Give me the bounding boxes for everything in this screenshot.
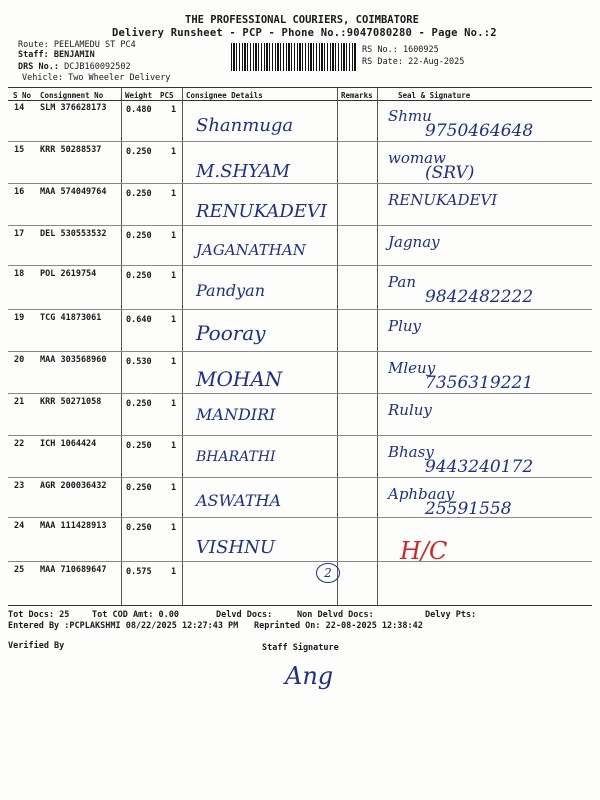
row-serial-no: 18	[14, 269, 25, 279]
row-serial-no: 19	[14, 313, 25, 323]
row-divider	[8, 435, 592, 436]
row-serial-no: 20	[14, 355, 25, 365]
route-line: Route: PEELAMEDU ST PC4	[18, 40, 136, 50]
row-consignee-signature: Shanmuga	[196, 115, 294, 136]
row-weight: 0.250	[126, 147, 152, 157]
col-header-seal: Seal & Signature	[398, 91, 471, 100]
row-weight: 0.480	[126, 105, 152, 115]
row-consignment-no: MAA 303568960	[40, 355, 107, 365]
row-weight: 0.250	[126, 271, 152, 281]
row-consignment-no: TCG 41873061	[40, 313, 102, 323]
table-bottom-rule	[8, 605, 592, 606]
row-seal-signature: Shmu	[388, 107, 432, 125]
row-pcs: 1	[171, 189, 177, 199]
row-handwritten-phone: 9750464648	[425, 121, 534, 141]
row-serial-no: 15	[14, 145, 25, 155]
table-top-rule	[8, 87, 592, 88]
table-header-rule	[8, 100, 592, 101]
row-pcs: 1	[171, 147, 177, 157]
circled-page-annotation: 2	[316, 563, 340, 583]
col-header-weight: Weight	[125, 91, 153, 100]
non-delivered-docs: Non Delvd Docs:	[297, 610, 374, 620]
row-pcs: 1	[171, 441, 177, 451]
row-weight: 0.250	[126, 441, 152, 451]
row-consignee-signature: VISHNU	[196, 537, 276, 558]
sheet-title: Delivery Runsheet - PCP - Phone No.:9047080280 - Page No.:2	[112, 27, 497, 39]
company-title: THE PROFESSIONAL COURIERS, COIMBATORE	[185, 14, 419, 26]
row-weight: 0.250	[126, 189, 152, 199]
row-consignee-signature: Pandyan	[196, 281, 266, 300]
total-cod-amount: Tot COD Amt: 0.00	[92, 610, 179, 620]
row-pcs: 1	[171, 105, 177, 115]
row-consignment-no: DEL 530553532	[40, 229, 107, 239]
row-pcs: 1	[171, 357, 177, 367]
row-seal-signature: Jagnay	[388, 233, 440, 251]
row-consignee-signature: JAGANATHAN	[196, 241, 306, 259]
row-handwritten-phone: 25591558	[425, 499, 512, 519]
row-weight: 0.250	[126, 483, 152, 493]
row-consignment-no: POL 2619754	[40, 269, 97, 279]
row-handwritten-phone: 7356319221	[425, 373, 534, 393]
col-header-consignee: Consignee Details	[186, 91, 263, 100]
row-weight: 0.640	[126, 315, 152, 325]
row-consignee-signature: M.SHYAM	[196, 161, 291, 182]
row-serial-no: 16	[14, 187, 25, 197]
row-serial-no: 14	[14, 103, 25, 113]
row-consignee-signature: Pooray	[196, 321, 266, 345]
row-consignment-no: SLM 376628173	[40, 103, 107, 113]
staff-handwritten-signature: Ang	[285, 662, 334, 690]
row-seal-signature: Ruluy	[388, 401, 432, 419]
col-divider	[377, 88, 378, 605]
vehicle-line: Vehicle: Two Wheeler Delivery	[22, 73, 171, 83]
row-consignee-signature: RENUKADEVI	[196, 201, 328, 222]
verified-by-label: Verified By	[8, 641, 65, 651]
row-consignee-signature: MANDIRI	[196, 405, 276, 424]
col-divider	[182, 88, 183, 605]
row-divider	[8, 393, 592, 394]
row-divider	[8, 351, 592, 352]
row-consignee-signature: ASWATHA	[196, 491, 282, 510]
row-divider	[8, 309, 592, 310]
row-pcs: 1	[171, 315, 177, 325]
staff-line: Staff: BENJAMIN	[18, 50, 95, 60]
col-divider	[337, 88, 338, 605]
row-serial-no: 25	[14, 565, 25, 575]
row-handwritten-phone: 9842482222	[425, 287, 534, 307]
row-seal-signature: Pluy	[388, 317, 422, 335]
row-seal-signature: Pan	[388, 273, 417, 291]
row-divider	[8, 183, 592, 184]
entered-by: Entered By :PCPLAKSHMI 08/22/2025 12:27:43 PM	[8, 621, 239, 631]
barcode	[231, 43, 357, 71]
row-consignment-no: MAA 111428913	[40, 521, 107, 531]
row-consignment-no: MAA 710689647	[40, 565, 107, 575]
row-divider	[8, 561, 592, 562]
col-header-consignment: Consignment No	[40, 91, 104, 100]
row-serial-no: 24	[14, 521, 25, 531]
row-consignment-no: AGR 200036432	[40, 481, 107, 491]
row-serial-no: 23	[14, 481, 25, 491]
row-pcs: 1	[171, 231, 177, 241]
row-seal-signature: womaw	[388, 149, 446, 167]
row-pcs: 1	[171, 271, 177, 281]
reprinted-on: Reprinted On: 22-08-2025 12:38:42	[254, 621, 423, 631]
row-seal-signature: Bhasy	[388, 443, 434, 461]
rs-no-line: RS No.: 1600925	[362, 45, 439, 55]
drs-line: DRS No.: DCJB160092502	[18, 62, 131, 72]
row-serial-no: 17	[14, 229, 25, 239]
row-pcs: 1	[171, 399, 177, 409]
row-divider	[8, 477, 592, 478]
staff-signature-label: Staff Signature	[262, 643, 339, 653]
row-handwritten-phone: (SRV)	[425, 163, 475, 183]
row-seal-signature: Aphbaay	[388, 485, 455, 503]
row-divider	[8, 517, 592, 518]
row-consignment-no: MAA 574049764	[40, 187, 107, 197]
delivery-points: Delvy Pts:	[425, 610, 477, 620]
col-header-sno: S No	[13, 91, 32, 100]
row-consignment-no: ICH 1064424	[40, 439, 97, 449]
row-weight: 0.250	[126, 231, 152, 241]
row-pcs: 1	[171, 523, 177, 533]
row-pcs: 1	[171, 483, 177, 493]
total-docs: Tot Docs: 25	[8, 610, 70, 620]
row-divider	[8, 141, 592, 142]
row-serial-no: 22	[14, 439, 25, 449]
row-weight: 0.575	[126, 567, 152, 577]
row-weight: 0.250	[126, 523, 152, 533]
row-serial-no: 21	[14, 397, 25, 407]
row-seal-signature: Mleuy	[388, 359, 436, 377]
row-consignment-no: KRR 50288537	[40, 145, 102, 155]
row-weight: 0.250	[126, 399, 152, 409]
row-consignee-signature: MOHAN	[196, 367, 283, 391]
rs-date-line: RS Date: 22-Aug-2025	[362, 57, 465, 67]
row-divider	[8, 265, 592, 266]
row-consignment-no: KRR 50271058	[40, 397, 102, 407]
col-divider	[121, 88, 122, 605]
row-handwritten-phone: 9443240172	[425, 457, 534, 477]
row-pcs: 1	[171, 567, 177, 577]
delivered-docs: Delvd Docs:	[216, 610, 273, 620]
col-header-remarks: Remarks	[341, 91, 373, 100]
row-seal-signature: H/C	[400, 537, 448, 565]
row-weight: 0.530	[126, 357, 152, 367]
row-divider	[8, 225, 592, 226]
row-consignee-signature: BHARATHI	[196, 449, 276, 465]
col-header-pcs: PCS	[160, 91, 174, 100]
row-seal-signature: RENUKADEVI	[388, 191, 498, 209]
